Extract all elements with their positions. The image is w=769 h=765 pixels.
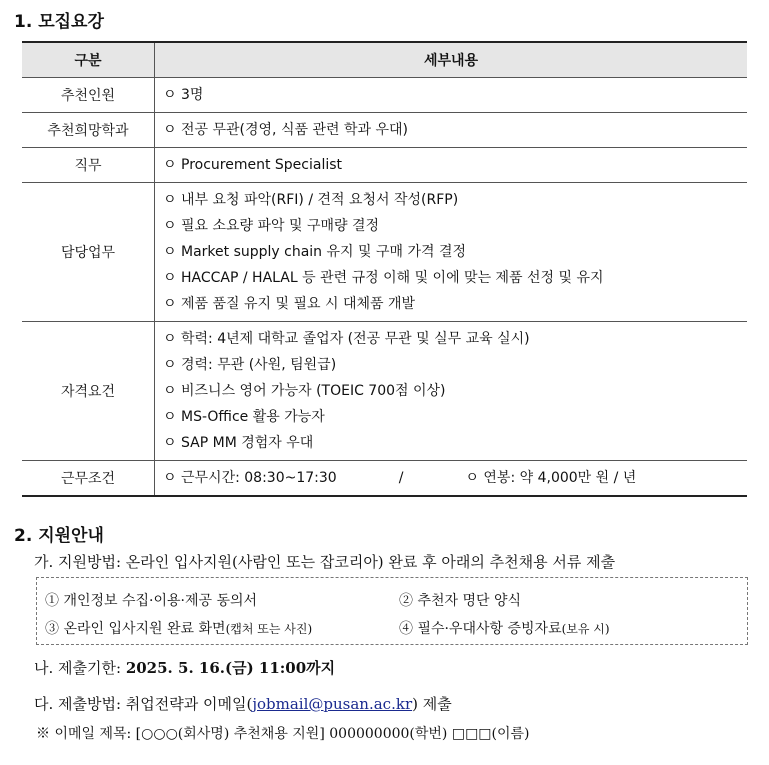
list-item: ㅇ 필요 소요량 파악 및 구매량 결정 (163, 213, 741, 239)
row-category: 직무 (22, 148, 155, 183)
bullet-icon: ㅇ (465, 470, 479, 486)
row-category: 자격요건 (22, 322, 155, 461)
list-item: ㅇ SAP MM 경험자 우대 (163, 430, 741, 456)
bullet-icon: ㅇ (163, 192, 177, 208)
submission-method: 다. 제출방법: 취업전략과 이메일(jobmail@pusan.ac.kr) 제출 (34, 695, 452, 713)
bullet-icon: ㅇ (163, 218, 177, 234)
work-time: 근무시간: 08:30~17:30 (181, 470, 337, 486)
document-item: ③ 온라인 입사지원 완료 화면(캡처 또는 사진) (45, 621, 313, 637)
bullet-icon: ㅇ (163, 383, 177, 399)
bullet-icon: ㅇ (163, 331, 177, 347)
deadline: 나. 제출기한: 2025. 5. 16.(금) 11:00까지 (34, 659, 336, 677)
table-row (22, 78, 747, 113)
document-item: ② 추천자 명단 양식 (399, 593, 522, 609)
section-title-recruitment: 1. 모집요강 (14, 12, 104, 32)
bullet-icon: ㅇ (163, 470, 177, 486)
table-row (22, 183, 747, 322)
documents-box (36, 577, 748, 645)
document-item: ① 개인정보 수집·이용·제공 동의서 (45, 593, 258, 609)
bullet-icon: ㅇ (163, 296, 177, 312)
list-item: ㅇ 전공 무관(경영, 식품 관련 학과 우대) (163, 117, 741, 143)
header-details: 세부내용 (155, 42, 748, 78)
bullet-icon: ㅇ (163, 157, 177, 173)
list-item: ㅇ 제품 품질 유지 및 필요 시 대체품 개발 (163, 291, 741, 317)
recruitment-table (22, 41, 747, 497)
list-item: ㅇ 내부 요청 파악(RFI) / 견적 요청서 작성(RFP) (163, 187, 741, 213)
header-category: 구분 (22, 42, 155, 78)
table-row (22, 148, 747, 183)
salary: 연봉: 약 4,000만 원 / 년 (483, 470, 637, 486)
document-item: ④ 필수·우대사항 증빙자료(보유 시) (399, 621, 610, 637)
row-category: 근무조건 (22, 461, 155, 497)
email-subject-note: ※ 이메일 제목: [○○○(회사명) 추천채용 지원] 000000000(학번) □□□(이름) (36, 726, 530, 742)
bullet-icon: ㅇ (163, 435, 177, 451)
email-link[interactable]: jobmail@pusan.ac.kr (252, 695, 413, 713)
list-item: ㅇ Market supply chain 유지 및 구매 가격 결정 (163, 239, 741, 265)
row-category: 추천인원 (22, 78, 155, 113)
bullet-icon: ㅇ (163, 357, 177, 373)
section-title-application: 2. 지원안내 (14, 526, 104, 546)
row-category: 추천희망학과 (22, 113, 155, 148)
bullet-icon: ㅇ (163, 122, 177, 138)
list-item: ㅇ 3명 (163, 82, 741, 108)
table-header-row (22, 42, 747, 78)
list-item: ㅇ HACCAP / HALAL 등 관련 규정 이해 및 이에 맞는 제품 선정 및 유지 (163, 265, 741, 291)
bullet-icon: ㅇ (163, 409, 177, 425)
work-conditions (163, 465, 741, 491)
bullet-icon: ㅇ (163, 270, 177, 286)
application-method: 가. 지원방법: 온라인 입사지원(사람인 또는 잡코리아) 완료 후 아래의 추천채용 서류 제출 (34, 553, 616, 571)
bullet-icon: ㅇ (163, 244, 177, 260)
list-item: ㅇ Procurement Specialist (163, 152, 741, 178)
list-item: ㅇ 경력: 무관 (사원, 팀원급) (163, 352, 741, 378)
table-row (22, 461, 747, 497)
deadline-date: 2025. 5. 16.(금) 11:00까지 (125, 659, 336, 677)
list-item: ㅇ 학력: 4년제 대학교 졸업자 (전공 무관 및 실무 교육 실시) (163, 326, 741, 352)
table-row (22, 322, 747, 461)
list-item: ㅇ MS-Office 활용 가능자 (163, 404, 741, 430)
bullet-icon: ㅇ (163, 87, 177, 103)
separator: / (398, 470, 404, 486)
row-category: 담당업무 (22, 183, 155, 322)
list-item: ㅇ 비즈니스 영어 가능자 (TOEIC 700점 이상) (163, 378, 741, 404)
table-row (22, 113, 747, 148)
